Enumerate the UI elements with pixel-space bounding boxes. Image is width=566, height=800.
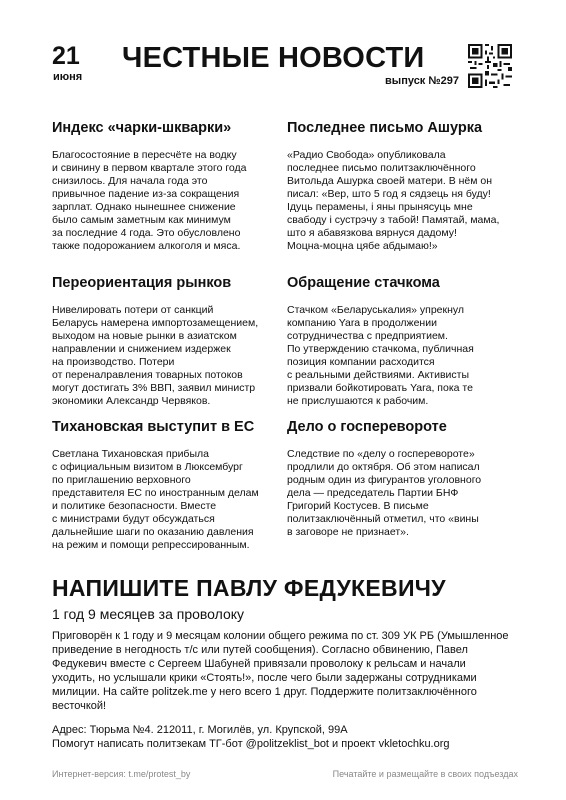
article-body: Благосостояние в пересчёте на водку и свинину в первом квартале этого года снизилось. Для начала года это привычное падение из-за сокращения зарплат. Однако нынешнее снижение было самым заметным как минимум за последние 4 года. Это обусловлено также подорожанием алкоголя и мяса. — [52, 148, 247, 252]
date-day: 21 — [52, 42, 80, 70]
article-body: Светлана Тихановская прибыла с официальным визитом в Люксембург по приглашению верховного представителя ЕС по иностранным делам и политике безопасности. Вместе с министрами будут обсуждаться дальнейшие шаги по оказанию давления на режим и помощи репрессированным. — [52, 447, 259, 551]
article-body: Стачком «Беларуськалия» упрекнул компанию Yara в продолжении сотрудничества с предприятием. По утверждению стачкома, публичная позиция компании расходится с реальными действиями. Активисты призвали бойкотировать Yara, пока те не прислушаются к рабочим. — [287, 303, 474, 407]
article-3 — [52, 276, 284, 408]
article-4 — [287, 276, 527, 408]
article-body: «Радио Свобода» опубликовала последнее письмо политзаключённого Витольда Ашурка своей матери. В нём он писал: «Вер, што 5 год я сядзець ня буду! Ідуць перамены, і яны прынясуць мне свабоду і сустрэчу з табой! Памятай, мама, што я абавязкова вярнуся дадому! Моцна-моцна цябе абдымаю!» — [287, 148, 500, 252]
feature-subtitle: 1 год 9 месяцев за проволоку — [52, 606, 245, 622]
issue-number: выпуск №297 — [385, 75, 459, 87]
article-title: Последнее письмо Ашурка — [287, 120, 483, 136]
qr-code-icon — [468, 44, 512, 88]
masthead-title: ЧЕСТНЫЕ НОВОСТИ — [122, 42, 425, 74]
footer-online-link: Интернет-версия: t.me/protest_by — [52, 769, 191, 779]
date-month: июня — [53, 71, 83, 83]
article-body: Нивелировать потери от санкций Беларусь намерена импортозамещением, выходом на новые рынки в азиатском направлении и снижением издержек на производство. Потери от переналравления товарных потоков могут достигать 3% ВВП, заявил министр экономики Александр Червяков. — [52, 303, 259, 407]
article-6 — [287, 420, 527, 539]
feature-title: НАПИШИТЕ ПАВЛУ ФЕДУКЕВИЧУ — [52, 575, 446, 601]
article-title: Индекс «чарки-шкварки» — [52, 120, 232, 136]
article-1 — [52, 121, 284, 253]
feature-body: Приговорён к 1 году и 9 месяцам колонии общего режима по ст. 309 УК РБ (Умышленное приведение в негодность т/с или путей сообщения). Согласно обвинению, Павел Федукевич вместе с Сергеем Шабуней привязали проволоку к рельсам и начали уходить, но услышали крики «Стоять!», после чего были задержаны сотрудниками милиции. На сайте politzek.me у него всего 1 друг. Поддержите политзаключённого весточкой! — [52, 630, 509, 712]
feature-address: Адрес: Тюрьма №4. 212011, г. Могилёв, ул. Крупской, 99А Помогут написать политзекам ТГ-бот @politzeklist_bot и проект vkletochku.org — [52, 724, 450, 750]
footer-print-note: Печатайте и размещайте в своих подъездах — [332, 769, 518, 779]
article-body: Следствие по «делу о госперевороте» продлили до октября. Об этом написал родным один из фигурантов уголовного дела — председатель Партии БНФ Григорий Костусев. В письме политзаключённый отметил, что «вины в заговоре не признает». — [287, 447, 482, 538]
article-title: Переориентация рынков — [52, 275, 232, 291]
article-5 — [52, 420, 284, 552]
article-title: Тихановская выступит в ЕС — [52, 419, 255, 435]
article-title: Дело о госперевороте — [287, 419, 447, 435]
article-title: Обращение стачкома — [287, 275, 440, 291]
article-2 — [287, 121, 527, 253]
